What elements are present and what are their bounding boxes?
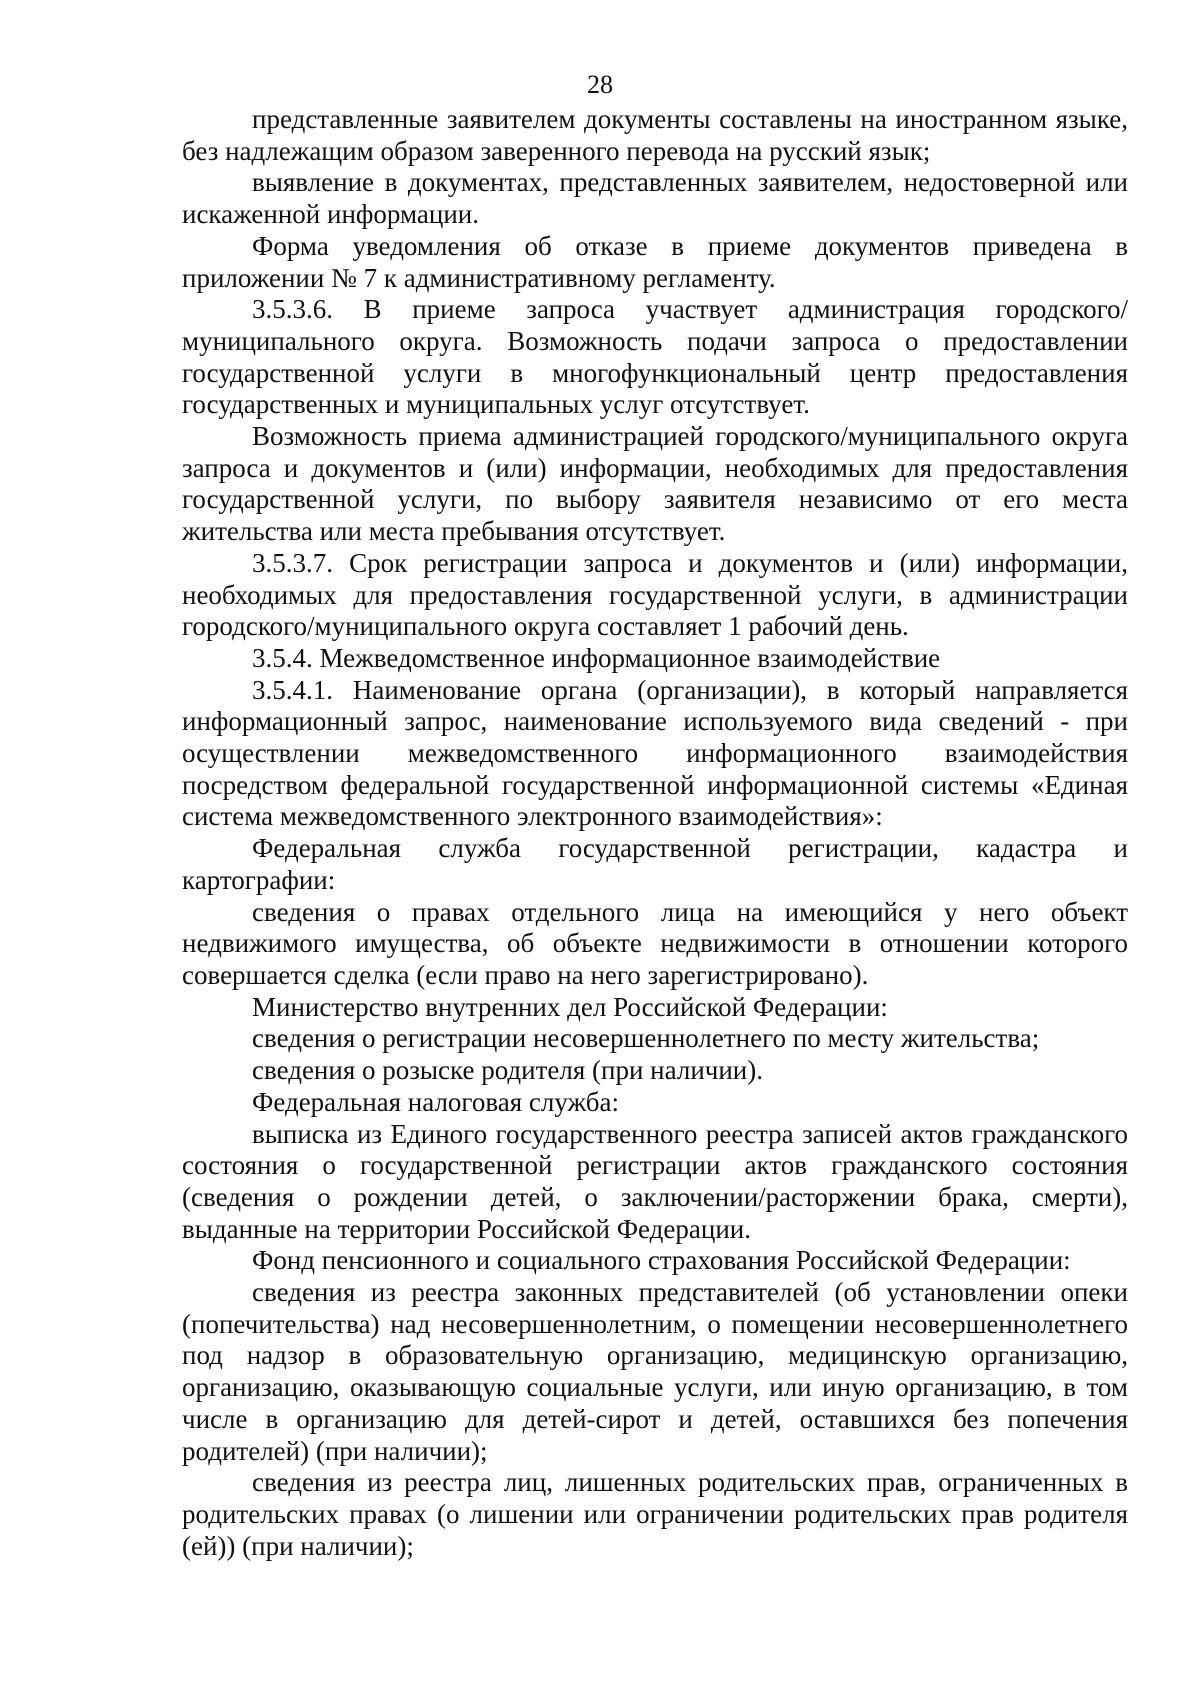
paragraph-parent-search-info: сведения о розыске родителя (при наличии). bbox=[252, 1055, 763, 1086]
agency-interior-ministry: Министерство внутренних дел Российской Федерации: bbox=[252, 991, 888, 1022]
agency-tax-service: Федеральная налоговая служба: bbox=[252, 1086, 620, 1117]
paragraph-civil-registry-extract: выписка из Единого государственного реестра записей актов гражданского состояния о государственной регистрации актов гражданского состояния (сведения о рождении детей, о заключении/расторжении брака, смерти), выданные на территории Российской Федерации. bbox=[182, 1118, 1128, 1244]
agency-pension-social-fund: Фонд пенсионного и социального страхования Российской Федерации: bbox=[252, 1245, 1071, 1276]
agency-rosreestr: Федеральная служба государственной регистрации, кадастра и картографии: bbox=[182, 833, 1128, 895]
paragraph-foreign-language-documents: представленные заявителем документы составлены на иностранном языке, без надлежащим образом заверенного перевода на русский язык; bbox=[182, 104, 1128, 166]
document-body bbox=[182, 104, 1128, 1562]
paragraph-parental-rights-registry: сведения из реестра лиц, лишенных родительских прав, ограниченных в родительских правах (о лишении или ограничении родительских прав родителя (ей)) (при наличии); bbox=[182, 1467, 1128, 1561]
paragraph-3-5-3-6: 3.5.3.6. В приеме запроса участвует администрация городского/муниципального округа. Возможность подачи запроса о предоставлении государственной услуги в многофункциональный центр предоставления государственных и муниципальных услуг отсутствует. bbox=[182, 294, 1128, 420]
paragraph-refusal-notice-form: Форма уведомления об отказе в приеме документов приведена в приложении № 7 к административному регламенту. bbox=[182, 230, 1128, 293]
paragraph-3-5-4-1: 3.5.4.1. Наименование органа (организации), в который направляется информационный запрос, наименование используемого вида сведений - при осуществлении межведомственного информационного взаимодействия посредством федеральной государственной информационной системы «Единая система межведомственного электронного взаимодействия»: bbox=[182, 674, 1128, 832]
paragraph-false-information: выявление в документах, представленных заявителем, недостоверной или искаженной информации. bbox=[182, 167, 1128, 230]
paragraph-3-5-3-7: 3.5.3.7. Срок регистрации запроса и документов и (или) информации, необходимых для предоставления государственной услуги, в администрации городского/муниципального округа составляет 1 рабочий день. bbox=[182, 547, 1128, 642]
paragraph-minor-registration-info: сведения о регистрации несовершеннолетнего по месту жительства; bbox=[252, 1023, 1040, 1054]
paragraph-reception-possibility: Возможность приема администрацией городского/муниципального округа запроса и документов и (или) информации, необходимых для предоставления государственной услуги, по выбору заявителя независимо от его места жительства или места пребывания отсутствует. bbox=[182, 421, 1128, 547]
page-number: 28 bbox=[587, 70, 613, 99]
paragraph-property-rights-info: сведения о правах отдельного лица на имеющийся у него объект недвижимого имущества, об объекте недвижимости в отношении которого совершается сделка (если право на него зарегистрировано). bbox=[182, 896, 1128, 990]
paragraph-legal-representatives-registry: сведения из реестра законных представителей (об установлении опеки (попечительства) над несовершеннолетним, о помещении несовершеннолетнего под надзор в образовательную организацию, медицинскую организацию, организацию, оказывающую социальные услуги, или иную организацию, в том числе в организацию для детей-сирот и детей, оставшихся без попечения родителей) (при наличии); bbox=[182, 1277, 1128, 1466]
section-heading-3-5-4: 3.5.4. Межведомственное информационное взаимодействие bbox=[252, 642, 941, 673]
